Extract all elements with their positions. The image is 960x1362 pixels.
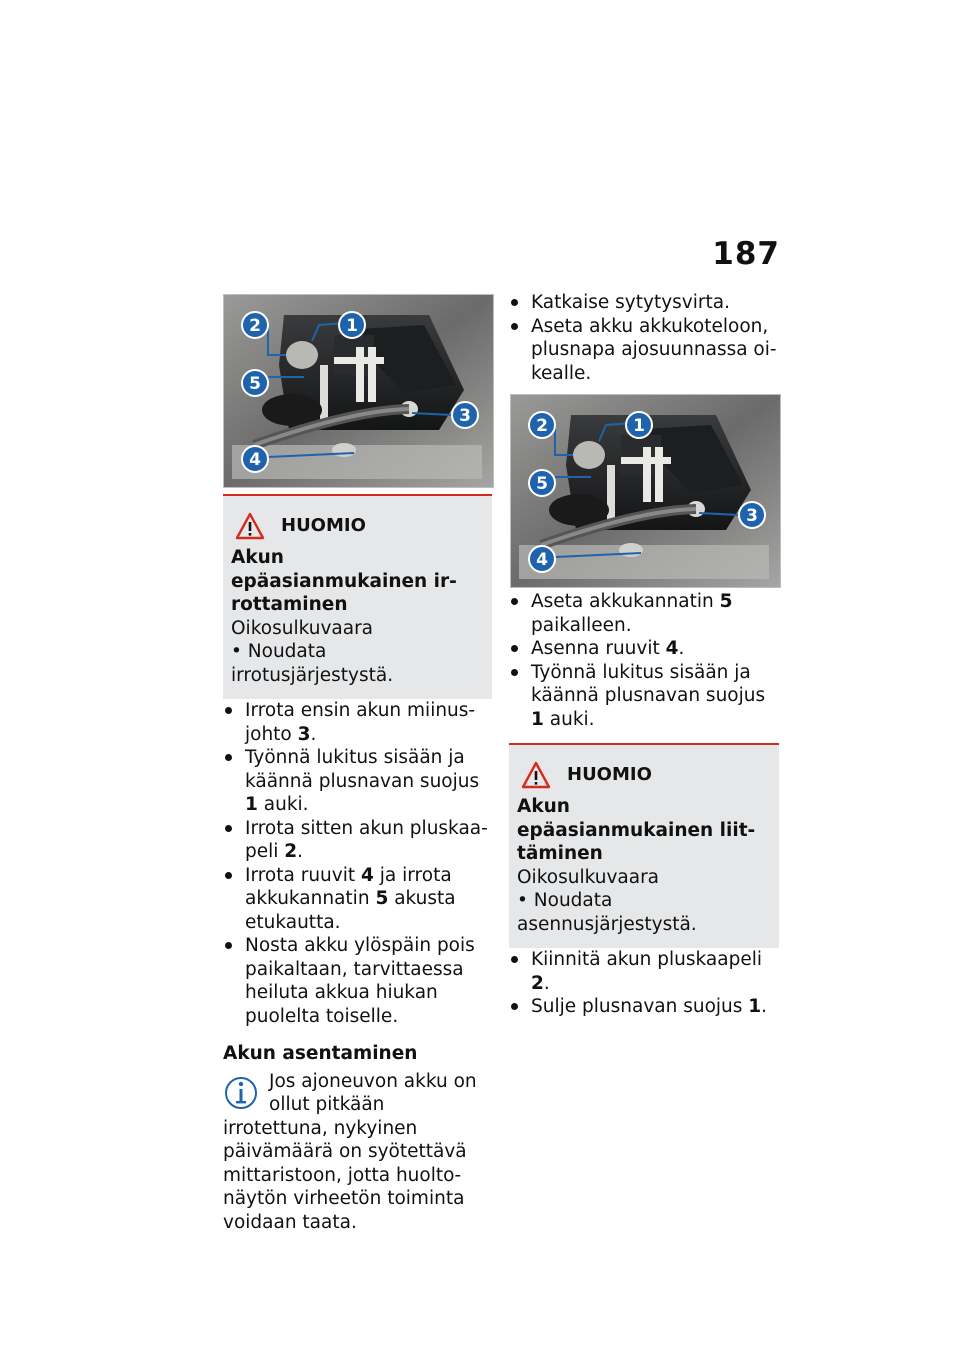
svg-text:5: 5	[249, 374, 261, 394]
svg-text:1: 1	[346, 316, 358, 336]
install-steps-top	[509, 291, 779, 385]
warning-icon	[521, 761, 551, 789]
svg-text:2: 2	[249, 316, 261, 336]
list-item: Katkaise sytytysvirta.	[509, 291, 779, 315]
notice-box	[509, 743, 779, 948]
svg-text:1: 1	[633, 416, 645, 436]
list-item: Irrota ensin akun miinusjohto 3.	[223, 699, 492, 746]
notice-hazard: Oikosulkuvaara	[517, 866, 660, 888]
list-item: Irrota sitten akun pluskaapeli 2.	[223, 817, 492, 864]
list-item: Nosta akku ylöspäin pois paikaltaan, tarvittaessa heiluta akkua hiukan puolelta toiselle.	[223, 934, 492, 1028]
svg-text:4: 4	[536, 550, 548, 570]
section-title: Akun asentaminen	[223, 1043, 418, 1064]
right-column-lower	[509, 590, 779, 1019]
list-item: Aseta akkukannatin 5 paikalleen.	[509, 590, 779, 637]
notice-title: Akun epäasianmukainen liittäminen	[517, 796, 756, 864]
info-icon	[223, 1073, 259, 1113]
notice-hazard: Oikosulkuvaara	[231, 617, 374, 639]
list-item: Työnnä lukitus sisään ja käännä plusnavan suojus 1 auki.	[223, 746, 492, 817]
notice-label: HUOMIO	[567, 764, 652, 786]
removal-steps	[223, 699, 492, 1028]
list-item: Työnnä lukitus sisään ja käännä plusnavan suojus 1 auki.	[509, 661, 779, 732]
notice-box	[223, 494, 492, 699]
left-column	[223, 494, 492, 1234]
list-item: Aseta akku akkukoteloon, plusnapa ajosuunnassa oikealle.	[509, 315, 779, 386]
battery-installation-figure	[510, 394, 781, 588]
list-item: Asenna ruuvit 4.	[509, 637, 779, 661]
battery-photo	[511, 395, 780, 587]
notice-title: Akun epäasianmukainen irrottaminen	[231, 547, 457, 615]
notice-label: HUOMIO	[281, 515, 366, 537]
battery-photo	[224, 295, 493, 487]
info-note	[223, 1070, 492, 1235]
svg-text:4: 4	[249, 450, 261, 470]
warning-icon	[235, 512, 265, 540]
info-text: Jos ajoneuvon akku on ollut pitkään irrotettuna, nykyinen päivämäärä on syötettävä mittaristoon, jotta huoltonäytön virheetön toiminta voidaan taata.	[223, 1070, 477, 1233]
right-column	[509, 291, 779, 385]
svg-text:2: 2	[536, 416, 548, 436]
svg-text:5: 5	[536, 474, 548, 494]
svg-text:3: 3	[746, 506, 758, 526]
svg-text:3: 3	[459, 406, 471, 426]
battery-removal-figure	[223, 294, 494, 488]
list-item: Sulje plusnavan suojus 1.	[509, 995, 779, 1019]
notice-action: • Noudata irrotusjärjestystä.	[231, 641, 394, 686]
page-number: 187	[712, 236, 780, 272]
list-item: Kiinnitä akun pluskaapeli 2.	[509, 948, 779, 995]
notice-action: • Noudata asennusjärjestystä.	[517, 890, 697, 935]
list-item: Irrota ruuvit 4 ja irrota akkukannatin 5 akusta etukautta.	[223, 864, 492, 935]
install-steps-bottom	[509, 948, 779, 1019]
install-steps-mid	[509, 590, 779, 731]
